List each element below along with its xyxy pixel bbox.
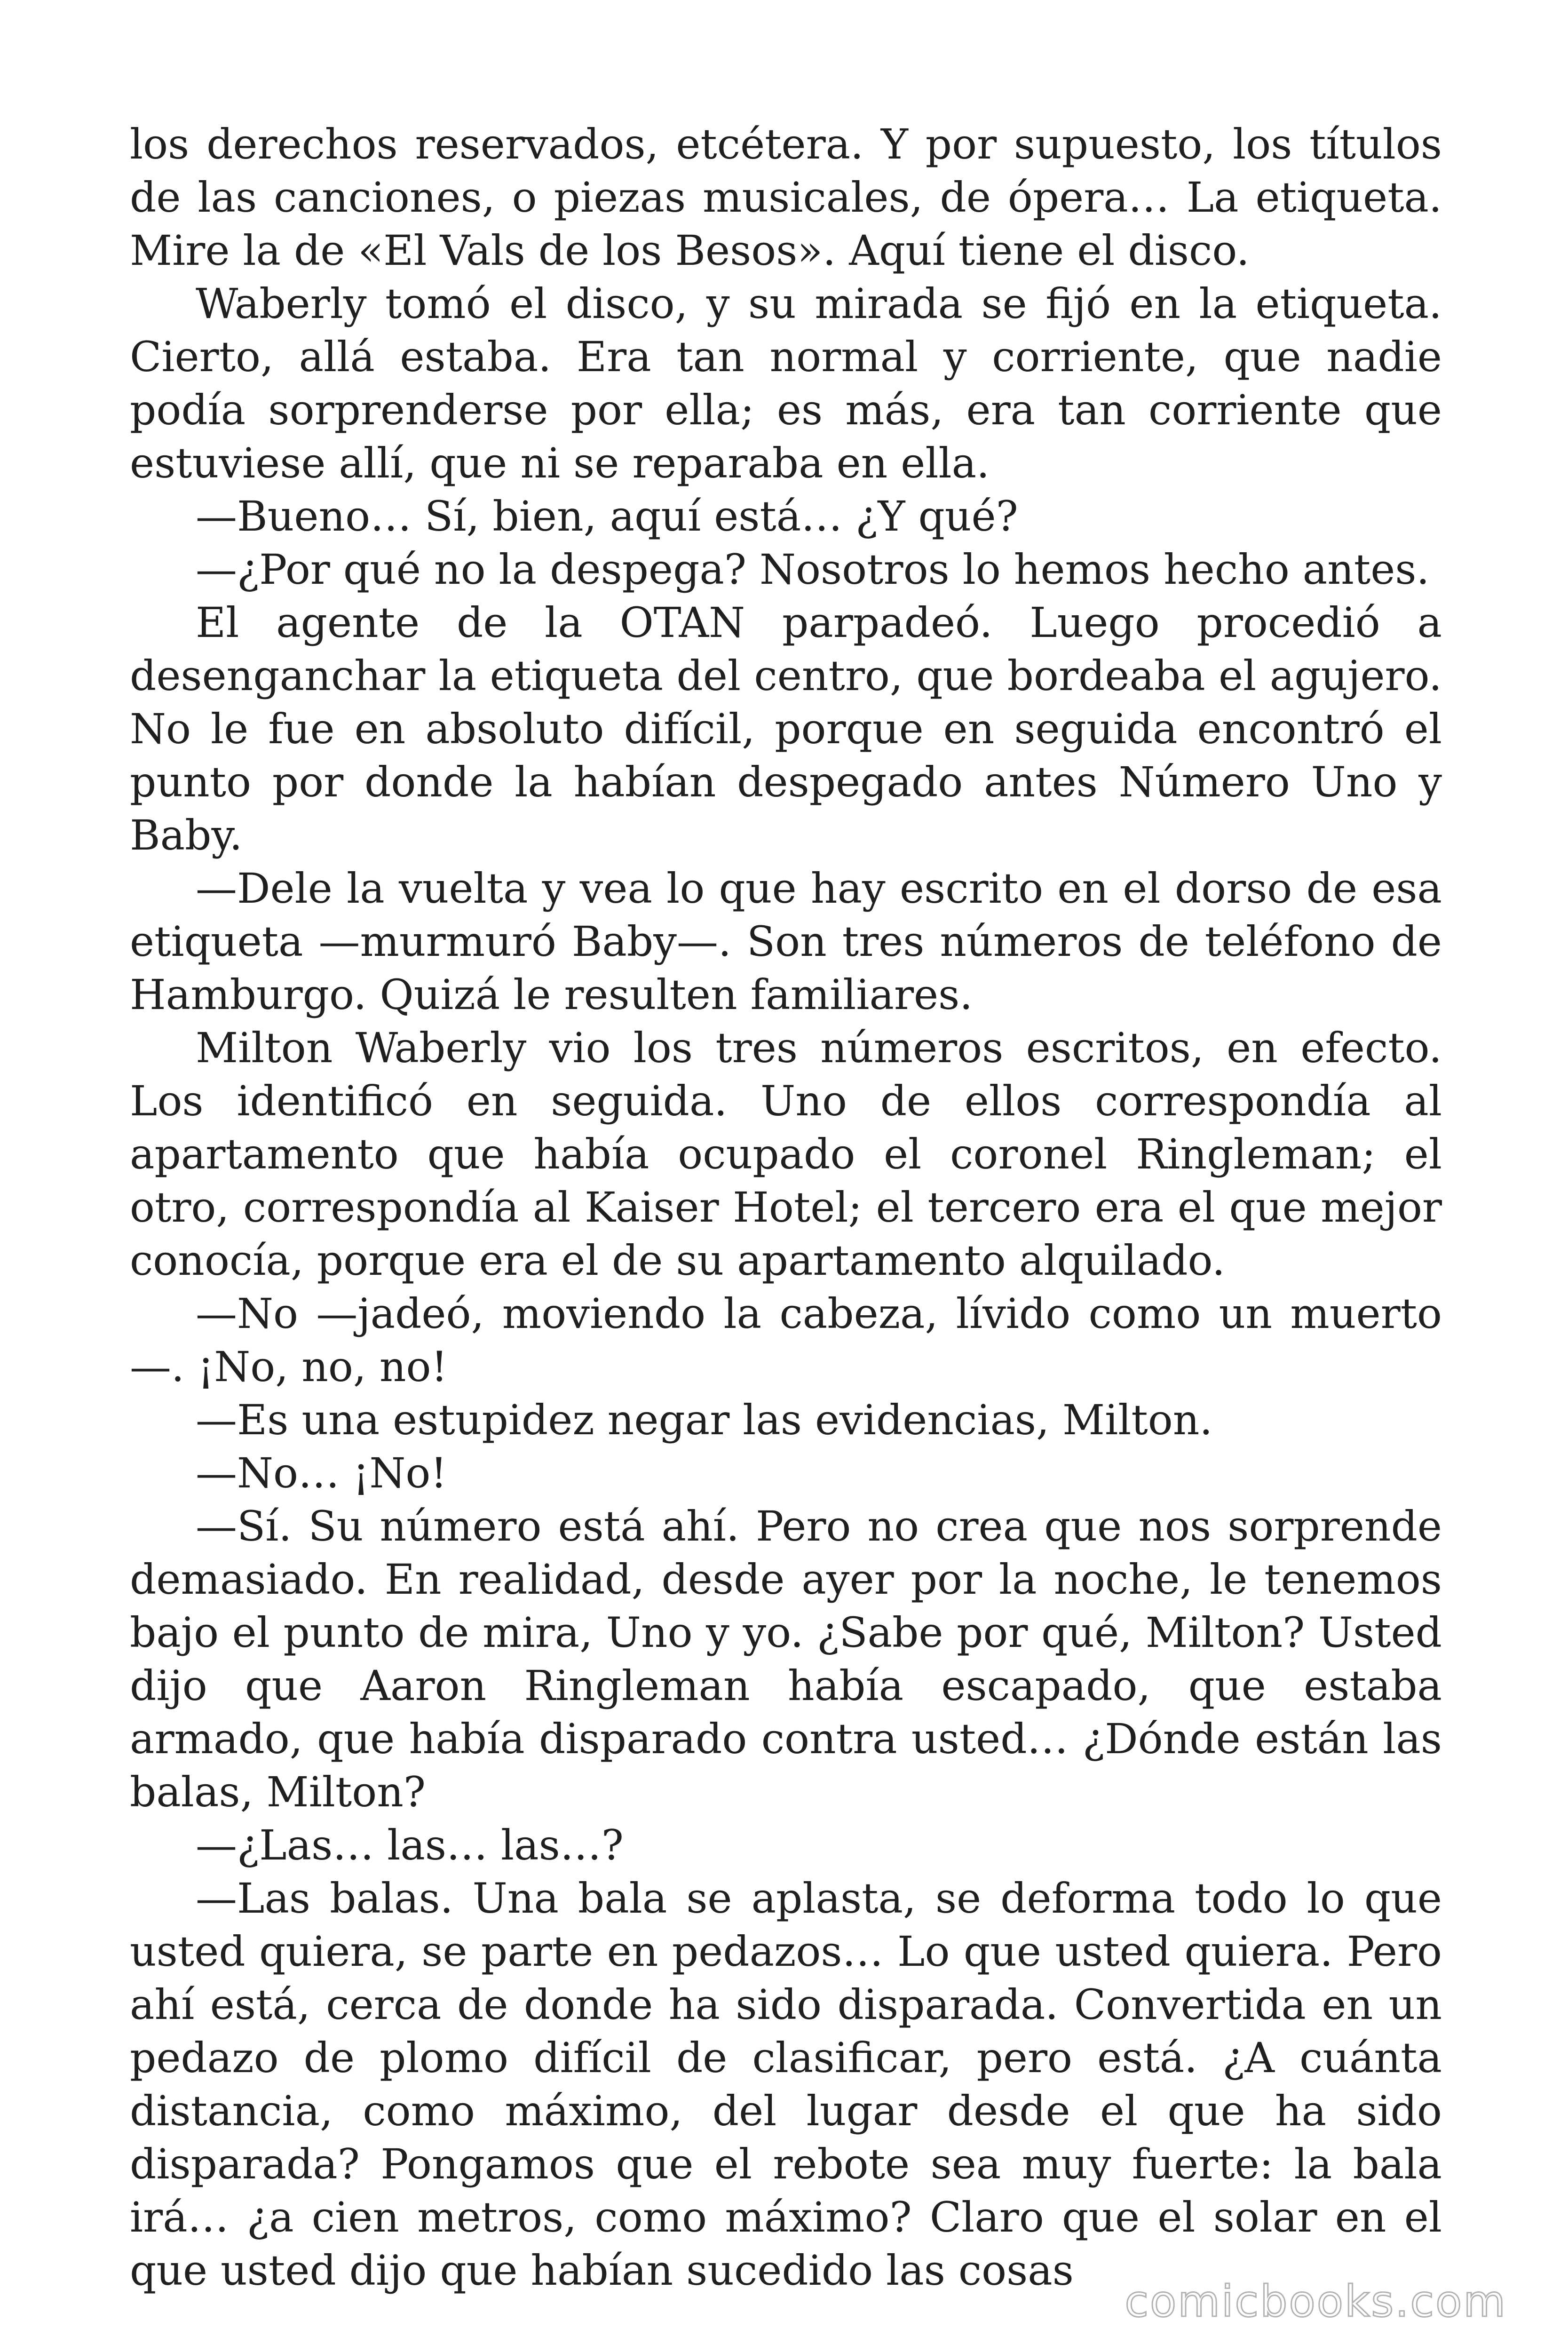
paragraph: Milton Waberly vio los tres números escritos, en efecto. Los identificó en seguida. Uno de ellos correspondía al apartamento que había ocupado el coronel Ringleman; el otro, correspondía al Kaiser Hotel; el tercero era el que mejor conocía, porque era el de su apartamento alquilado. [130,1024,1442,1285]
paragraph: —Bueno… Sí, bien, aquí está… ¿Y qué? [196,492,1018,540]
paragraph: —Dele la vuelta y vea lo que hay escrito en el dorso de esa etiqueta —murmuró Baby—. Son tres números de teléfono de Hamburgo. Quizá le resulten familiares. [130,864,1442,1019]
paragraph: —Es una estupidez negar las evidencias, Milton. [196,1396,1213,1444]
paragraph: —¿Por qué no la despega? Nosotros lo hemos hecho antes. [196,545,1430,594]
watermark: comicbooks.com [1125,2276,1507,2327]
page-text [130,118,1442,2297]
paragraph: —Las balas. Una bala se aplasta, se deforma todo lo que usted quiera, se parte en pedazos… Lo que usted quiera. Pero ahí está, cerca de donde ha sido disparada. Convertida en un pedazo de plomo difícil de clasificar, pero está. ¿A cuánta distancia, como máximo, del lugar desde el que ha sido disparada? Pongamos que el rebote sea muy fuerte: la bala irá… ¿a cien metros, como máximo? Claro que el solar en el que usted dijo que habían sucedido las cosas [130,1874,1442,2295]
paragraph: El agente de la OTAN parpadeó. Luego procedió a desenganchar la etiqueta del centro, que bordeaba el agujero. No le fue en absoluto difícil, porque en seguida encontró el punto por donde la habían despegado antes Número Uno y Baby. [130,598,1442,859]
paragraph: los derechos reservados, etcétera. Y por supuesto, los títulos de las canciones, o piezas musicales, de ópera… La etiqueta. Mire la de «El Vals de los Besos». Aquí tiene el disco. [130,120,1442,275]
paragraph: Waberly tomó el disco, y su mirada se fijó en la etiqueta. Cierto, allá estaba. Era tan normal y corriente, que nadie podía sorprenderse por ella; es más, era tan corriente que estuviese allí, que ni se reparaba en ella. [130,279,1442,487]
paragraph: —No —jadeó, moviendo la cabeza, lívido como un muerto—. ¡No, no, no! [130,1289,1442,1391]
paragraph: —No… ¡No! [196,1449,447,1497]
paragraph: —Sí. Su número está ahí. Pero no crea que nos sorprende demasiado. En realidad, desde ayer por la noche, le tenemos bajo el punto de mira, Uno y yo. ¿Sabe por qué, Milton? Usted dijo que Aaron Ringleman había escapado, que estaba armado, que había disparado contra usted… ¿Dónde están las balas, Milton? [130,1502,1442,1816]
paragraph: —¿Las… las… las…? [196,1821,624,1869]
